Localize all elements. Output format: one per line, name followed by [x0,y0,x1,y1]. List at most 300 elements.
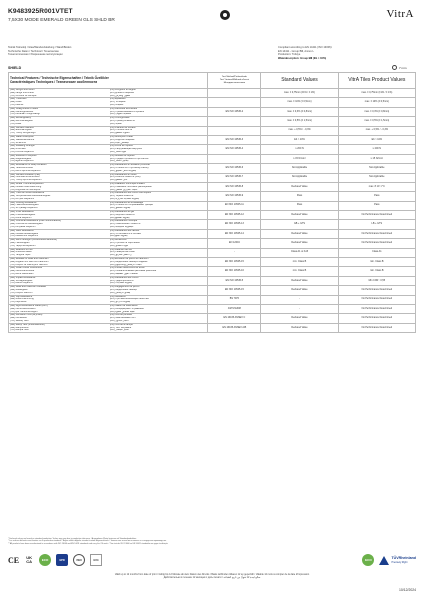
table-row [9,126,416,135]
feature-line: (RU) Морозостойкость [109,213,135,216]
feature-cell [9,295,208,304]
feature-line: (DE) Farbunterschiede [10,270,35,273]
feature-line: (AR) قيمة انعكاس الضوء [109,310,135,313]
feature-line: (TR) Derin Aşınma Dayanımı [10,169,41,172]
product-value-cell: No Performance Determined [338,211,415,220]
product-value-cell: max. ± 10% (± 0,5mm) [338,98,415,107]
footnote: * Declared values are based on standard production. Values may vary due to production tolerance. / Angegebene Werte basieren auf Standardproduktion. [8,538,137,540]
feature-cell [9,267,208,276]
feature-line: (GB) Pendulum Test (Dry/Wet) [10,314,43,317]
feature-cell [9,173,208,182]
test-method-cell: EN ISO 10545-8 [208,182,261,191]
test-method-cell: EN 16165 ANNEX C [208,314,261,323]
feature-line: (FR) Résistance au gel [109,211,135,214]
feature-line: (DE) Lineare Wärmedehnung [10,185,42,188]
standard-value-cell: Class A1 or A1fl [261,248,338,257]
feature-line: (AR) مقاومة البقع [109,235,128,238]
table-row [9,229,416,238]
feature-line: (FR) Absorption d'eau [109,135,133,138]
document-header [8,8,416,46]
product-value-cell: No Performance Determined [338,314,415,323]
product-value-cell: No Performance Determined [338,229,415,238]
feature-line: (RU) Стойкость к глубокому износу [109,166,149,169]
test-method-cell: EN 12004 [208,239,261,248]
table-row [9,173,416,182]
test-method-cell: EN ISO 10545-11 [208,201,261,210]
feature-cell [9,182,208,191]
feature-line: (AR) إطلاق الرصاص [109,291,131,294]
feature-line: (TR) Işık Yansıtma Değeri [10,310,38,313]
table-row [9,276,416,285]
feature-line: (AR) قوة الكسر [109,150,126,153]
feature-line: (FR) Résistance aux chocs thermiques [109,192,151,195]
test-method-cell: EN ISO 10545-15 [208,286,261,295]
feature-line: (TR) Kurşun Salınımı [10,291,33,294]
feature-line: (DE) Temperaturwechselbeständigkeit [10,195,51,198]
table-row [9,304,416,313]
feature-cell [9,164,208,173]
feature-line: (DE) Rampentest [10,326,29,329]
table-row [9,220,416,229]
feature-line: (FR) Résistance à l'usure [109,173,137,176]
feature-line: (FR) Rectitude des arêtes [109,107,138,110]
feature-line: (TR) Isıl Şok Dayanımı [10,197,35,200]
test-method-cell: EN ISO 10545-14 [208,229,261,238]
feature-line: (FR) Test de la rampe [109,323,133,326]
thickness-indicator [392,65,407,70]
test-method-cell: EN ISO 10545-7 [208,173,261,182]
product-value-cell: Not Applicable [338,173,415,182]
standard-value-cell: Declared Value [261,239,338,248]
feature-cell [9,145,208,154]
feature-line: (AR) تآكل السطح [109,179,128,182]
feature-line: (DE) Haftfestigkeit [10,242,30,245]
feature-line: (GB) Rectangularity [10,117,31,120]
standard-value-cell: max. + 0,5% / - 0,3% [261,126,338,135]
feature-line: (FR) Émission de plomb et cadmium [109,258,149,261]
feature-cell [9,304,208,313]
standard-value-cell: Not Applicable [261,164,338,173]
test-method-cell [208,98,261,107]
feature-cell [9,314,208,323]
feature-line: (DE) Rutschhemmung [10,298,34,301]
feature-line: (TR) Yapışma Dayanımı [10,244,36,247]
feature-line: (DE) Chemische Beständigkeit [10,223,43,226]
standard-value-cell: - [261,304,338,313]
iso-label-icon: ISO [73,554,85,566]
product-code: K9483925R001VTET [8,8,73,15]
feature-line: (TR) Kenarların Doğrusallığı [10,113,40,116]
feature-line: (GB) Light Reflectance Value (LRV) [10,304,48,307]
eco-label-icon: ECO [39,554,51,566]
feature-line: (DE) Bruchlast [10,148,26,151]
standard-value-cell: ≥ 200 N [261,145,338,154]
product-name: 7,5X30 MODE EMERALD GREEN GLS SHLD BR [8,18,115,23]
product-value-cell: ≥ 15 N/mm² [338,154,415,163]
feature-line: (DE) Rechtwinkligkeit [10,119,33,122]
table-row [9,107,416,116]
feature-line: (FR) Résistance aux taches [109,229,140,232]
meta-left-line: Technische Daten / Technical / Технические [8,49,59,53]
test-method-cell: EN ISO 10545-3 [208,135,261,144]
spec-table-body [9,89,416,333]
feature-line: (TR) Kurşun ve Kadmiyum Salınımı [10,263,48,266]
test-method-cell: EN ISO 10545-13 [208,220,261,229]
feature-line: (GB) Crazing Resistance [10,201,37,204]
feature-line: (TR) Dona Dayanım [10,216,32,219]
feature-line: (TR) Rampa Testi [10,329,29,332]
feature-line: (RU) Плоскостность [109,129,132,132]
feature-line: (DE) Oberflächenverschleiß [10,176,40,179]
meta-right-line: EN 14411 - Group BⅢ, Annex L [278,49,314,53]
green-label-icon: ECO [362,554,374,566]
feature-line: (RU) Разрушающая нагрузка [109,148,142,151]
table-row [9,239,416,248]
product-value-cell: No Performance Determined [338,323,415,332]
test-method-cell: BS 7976 [208,295,261,304]
feature-line: (GB) Lead and Cadmium Release [10,286,47,289]
feature-line: (AR) مقاومة الصقيع [109,216,130,219]
shield-label: SHIELD [8,66,22,70]
ukca-mark-icon: UK CA [26,555,33,564]
feature-line: (TR) Yangına Tepki [10,254,31,257]
feature-cell [9,248,208,257]
feature-line: (GB) Length and Width [10,89,35,91]
standard-value-cell: Declared Value [261,229,338,238]
product-value-cell: max. ± 0,5% (± 1,5mm) [338,117,415,126]
feature-line: (DE) Frostbeständigkeit [10,213,36,216]
validity-line: Valid up to 12 months from date of print / Gültig bis 12 Monate ab dem Datum des Drucks / Baskı tarihinden itibaren 12 ay geçerlidir / Valable 12 mois à compter de la date d'impression [114,573,310,576]
feature-line: (AR) التعامد [109,122,122,125]
feature-line: (TR) Su Emme [10,141,26,144]
tuv-triangle-icon [379,556,389,565]
table-row [9,117,416,126]
feature-line: (FR) Réaction au feu [109,248,132,251]
table-row [9,323,416,332]
header-product-values: VitrA Tiles Product Values [338,73,415,89]
feature-cell [9,239,208,248]
standard-value-cell: - [261,295,338,304]
feature-line: (RU) Длина и ширина [109,91,134,94]
feature-line: (FR) Résistance au tressaillage [109,201,144,204]
table-row [9,192,416,201]
meta-left [8,46,188,57]
feature-cell [9,89,208,98]
feature-line: (GB) Impact Resistance [10,276,36,279]
meta-right-line: Production: Türkiye [278,53,301,57]
feature-cell [9,98,208,107]
standard-value-cell: max. ± 10% (± 0,5mm) [261,98,338,107]
feature-line: (DE) Brandverhalten [10,251,32,254]
feature-line: (TR) Uzunluk ve Genişlik [10,94,37,97]
product-value-cell: max. + 0,5% / - 0,3% [338,126,415,135]
feature-line: (FR) Dilatation thermique linéaire [109,182,145,185]
feature-line: (AR) الطول والعرض [109,94,131,97]
feature-line: (TR) Kaymazlık [10,301,27,304]
table-row [9,267,416,276]
test-method-cell: - [208,248,261,257]
feature-line: (TR) Diklik [10,122,22,125]
product-value-cell: LB + GTS [338,220,415,229]
standard-value-cell: GB + GTS [261,220,338,229]
feature-line: (DE) Bleiabgabe [10,289,28,291]
product-value-cell: Class A1 [338,248,415,257]
feature-line: (RU) Прямолинейность кромок [109,110,144,113]
test-method-cell: EN 16165 ANNEX A/B [208,323,261,332]
feature-cell [9,258,208,267]
feature-line: (GB) Modulus of Rupture [10,154,37,157]
header-technical-features: Technical Features / Technische Eigenschaften / Teknik Özellikler Caractéristiques Techniques / Технические особенности [9,73,208,89]
test-method-cell: EN ISO 10545-5 [208,276,261,285]
feature-line: (RU) Толщина [109,101,126,104]
feature-line: (FR) Epaisseur [109,98,126,101]
thickness-label: 7 mm [399,65,407,70]
product-value-cell: No Performance Determined [338,304,415,313]
header-test-method: Test Method/Prüfmethode Test Yöntemi/Méthode d'essai Методика испытания [208,73,261,89]
table-row [9,182,416,191]
product-value-cell: No Performance Determined [338,239,415,248]
spec-table [8,72,416,333]
feature-line: (GB) Reaction to Fire [10,248,33,251]
standard-value-cell: ≥ 15 N/mm² [261,154,338,163]
feature-line: (FR) Module de rupture [109,154,135,157]
feature-cell [9,126,208,135]
standard-value-cell: Declared Value [261,182,338,191]
test-method-cell [208,89,261,98]
table-row [9,201,416,210]
product-value-cell: Eb > 10% [338,135,415,144]
feature-line: (DE) Pendeltest [10,317,27,320]
feature-line: (TR) Kalınlık [10,103,24,106]
product-value-cell: max. ± 0,3% (± 0,8mm) [338,107,415,116]
feature-line: (RU) Реакция на огонь [109,251,135,254]
feature-cell [9,192,208,201]
feature-line: (TR) Lekelenme Dayanımı [10,235,39,238]
table-row [9,314,416,323]
feature-line: (TR) Sarkaç Testi [10,319,29,322]
feature-line: (DE) Schlagfestigkeit [10,279,33,282]
feature-line: (FR) Dégagement de plomb [109,286,140,289]
validity-note [8,573,416,579]
table-row [9,145,416,154]
feature-line: (GB) Stain Resistance [10,229,34,232]
standard-value-cell: Declared Value [261,286,338,295]
feature-line: (RU) Выделение свинца и кадмия [109,260,148,263]
feature-line: (FR) Petites différences de teinte [109,267,145,270]
feature-line: (AR) مقاومة التشقق [109,207,131,210]
bre-label-icon: BRE [90,554,102,566]
feature-line: (AR) مقاومة التآكل العميق [109,169,136,172]
feature-line: (AR) السماكة [109,103,124,106]
feature-line: (AR) اختبار المنحدر [109,329,129,332]
feature-line: (DE) Tiefenverschleiß [10,166,33,169]
feature-line: (RU) Водопоглощение [109,138,135,141]
feature-line: (AR) قوة الالتصاق [109,244,128,247]
product-value-cell: Min COR : 0,55 [338,276,415,285]
feature-cell [9,211,208,220]
feature-line: (TR) Eğilme Dayanımı [10,160,34,163]
feature-line: (DE) Ebenflächigkeit [10,129,32,132]
feature-line: (RU) Противоскользящие свойства [109,298,149,301]
feature-line: (DE) Kantengeradheit [10,110,34,113]
meta-left-line: Технологическая / Разрешение эксплуатации [8,53,63,57]
test-method-cell: EN ISO 10545-2 [208,107,261,116]
table-row [9,98,416,107]
table-row [9,286,416,295]
feature-line: (RU) Коэффициент отражения [109,307,144,310]
feature-cell [9,201,208,210]
tuv-tagline: Precisely Right [391,561,408,564]
validity-line: Действительно в течение 12 месяцев с даты печати / صالح لمدة 12 شهرًا من تاريخ الطباعة [163,576,261,579]
feature-line: (AR) مقاومة الصدمة الحرارية [109,197,139,200]
feature-line: (DE) Haarrissbeständigkeit [10,204,39,207]
footnotes [8,538,416,545]
test-method-cell: EN ISO 10545-12 [208,211,261,220]
table-header-row [9,73,416,89]
standard-value-cell: Not Applicable [261,173,338,182]
feature-line: (GB) Resistance to Deep Abrasion [10,164,47,167]
feature-line: (DE) Wasseraufnahme [10,138,35,141]
feature-line: (RU) Прочность сцепления [109,242,140,245]
feature-line: (AR) معامل الكسر [109,160,129,163]
feature-line: (FR) Valeur de réflectance [109,304,138,307]
table-row [9,211,416,220]
feature-line: (RU) Стойкость к образованию трещин [109,204,153,207]
epd-label-icon: EPD [56,554,68,566]
meta-left-line: Teknik Teknoloji / Glas/Wandverkleidung / Wand/Boden [8,46,72,49]
feature-line: (FR) Orthogonalité [109,117,130,120]
feature-cell [9,154,208,163]
test-method-cell [208,117,261,126]
standard-value-cell: max. ± 0,75mm (±1% / ± 1%) [261,89,338,98]
feature-line: (DE) Dicke [10,101,22,104]
feature-line: (DE) Lichtreflexionswert [10,307,36,310]
feature-line: (RU) Износостойкость (PEI) [109,176,141,179]
standard-value-cell: max. ± 0,5% (± 1,5mm) [261,117,338,126]
feature-line: (TR) Kırılma Dayanımı [10,150,34,153]
test-method-cell: EN ISO 10545-15 [208,258,261,267]
feature-line: (GB) Chemical Resistance (Low concentrations) [10,220,62,223]
table-row [9,164,416,173]
feature-line: (RU) Химическая стойкость [109,223,141,226]
feature-line: (GB) Surface Flatness [10,126,34,129]
feature-line: (FR) Glissance [109,295,126,298]
feature-line: (AR) اختبار البندول [109,319,129,322]
feature-line: (TR) Yüzey Aşınma Dayanımı [10,179,42,182]
feature-line: (RU) Прямоугольность [109,119,135,122]
feature-cell [9,229,208,238]
ce-mark-icon: CE [8,555,20,565]
feature-line: (FR) Longueur et largeur [109,89,137,91]
tuv-logo [379,556,416,565]
feature-line: (GB) Ramp Test (Shod/Barefoot) [10,323,45,326]
feature-line: (AR) امتصاص الماء [109,141,129,144]
standard-value-cell: Pass [261,201,338,210]
feature-line: (RU) Линейное тепловое расширение [109,185,152,188]
table-row [9,248,416,257]
feature-line: (FR) Résistance à l'abrasion profonde [109,164,150,167]
feature-line: (RU) Тест на рампе [109,326,132,329]
feature-line: (FR) Résistance chimique [109,220,138,223]
feature-line: (RU) Предел прочности при изгибе [109,157,149,160]
feature-line: (TR) Darbe Dayanımı [10,282,33,285]
table-row [9,135,416,144]
tuv-name: TÜVRheinland [391,556,416,560]
feature-line: (GB) Thermal Shock Resistance [10,192,45,195]
thickness-icon [392,65,397,70]
feature-line: (RU) Термостойкость [109,195,134,198]
standard-value-cell: Declared Value [261,276,338,285]
feature-cell [9,107,208,116]
feature-line: (GB) Breaking Strength [10,145,35,148]
test-method-cell: EN ISO 10545-4 [208,145,261,154]
product-value-cell: min. Class B [338,258,415,267]
feature-line: (RU) Устойчивость к пятнам [109,232,141,235]
product-value-cell: Not Applicable [338,164,415,173]
table-row [9,154,416,163]
feature-line: (FR) Résistance aux chocs [109,276,139,279]
test-method-cell: EN ISO 10545-16 [208,267,261,276]
feature-line: (FR) Test du pendule [109,314,132,317]
standard-value-cell: Eb > 10% [261,135,338,144]
feature-line: (GB) Frost Resistance [10,211,34,214]
standard-value-cell: Declared Value [261,314,338,323]
product-value-cell: max. ± 0,75mm (±1% / ± 1%) [338,89,415,98]
standard-value-cell: Declared Value [261,323,338,332]
product-value-cell: No Performance Determined [338,295,415,304]
feature-line: (GB) Slip Resistance [10,295,33,298]
product-value-cell: max. 8 10⁻⁶/°C [338,182,415,191]
feature-line: (AR) المقاومة الكيميائية [109,226,134,229]
table-row [9,295,416,304]
meta-right-line: Waterabsorption: Group BⅢ (Eb > 10%) [278,56,327,60]
spec-table-wrap [8,72,416,333]
table-row [9,258,416,267]
standard-value-cell: max. ± 0,3% (± 0,8mm) [261,107,338,116]
feature-line: (AR) انبعاث الرصاص والكادميوم [109,263,142,266]
feature-line: (TR) Sır Çatlağı Dayanımı [10,207,38,210]
feature-line: (TR) Doğrusal Isıl Genleşme [10,188,41,191]
product-value-cell: Pass [338,201,415,210]
test-method-cell [208,126,261,135]
feature-cell [9,276,208,285]
feature-line: (AR) رد الفعل للحريق [109,254,132,257]
standard-value-cell: min. Class B [261,267,338,276]
feature-cell [9,323,208,332]
certification-logos [8,552,416,568]
feature-line: (TR) Renk Farklılıkları [10,273,34,276]
footnote: * Les valeurs déclarées sont basées sur la production standard. / Beyan edilen değerler standart üretime dayanmaktadır. / Заявленные значения основаны на стандартном производстве. [8,540,167,543]
feature-line: (GB) Release of Lead and Cadmium [10,258,49,261]
feature-line: (GB) Thickness [10,98,27,101]
product-value-cell: min. Class B [338,267,415,276]
feature-cell [9,286,208,295]
standard-value-cell: Pass [261,192,338,201]
feature-line: (RU) Ударопрочность [109,279,134,282]
feature-line: (AR) مقاومة الصدمات [109,282,132,285]
test-method-cell [208,154,261,163]
product-value-cell: No Performance Determined [338,286,415,295]
feature-line: (AR) اختلافات اللون الطفيفة [109,273,138,276]
feature-line: (RU) Незначительные цветовые различия [109,270,157,273]
brand-logo: VitrA [386,8,414,20]
feature-line: (GB) Small Colour Differences [10,267,43,270]
product-value-cell: ≥ 200 N [338,145,415,154]
standard-value-cell: Declared Value [261,211,338,220]
feature-line: (TR) Yüzey Düzgünlüğü [10,132,36,135]
tile-icon [220,10,230,20]
feature-line: (FR) Force de rupture [109,145,133,148]
